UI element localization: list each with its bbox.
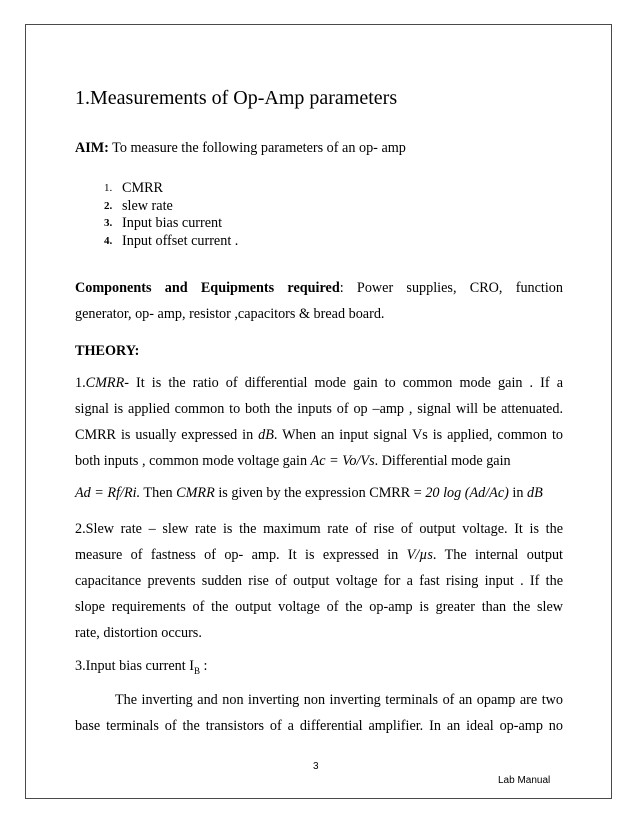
slew-rate-paragraph: 2.Slew rate – slew rate is the maximum rate of rise of output voltage. It is the measure of fastness of op- amp. It is expressed in V/µs. The internal output capacitance prevents sudden rise of output voltage for a fast rising input . If the slope requirements of the output voltage of the op-amp is greater than the slew rate, distortion occurs. [75, 521, 563, 641]
footer-label: Lab Manual [498, 775, 551, 786]
aim-text: To measure the following parameters of an op- amp [108, 140, 406, 156]
list-item: 3. Input bias current [104, 215, 223, 231]
components-label: Components and Equipments required [75, 280, 340, 296]
aim-paragraph [75, 139, 563, 157]
aim-label: AIM: [75, 140, 109, 156]
list-item: 2. slew rate [104, 197, 173, 214]
input-bias-heading: 3.Input bias current $I_B$ : [75, 658, 208, 676]
list-item: 4. Input offset current . [104, 232, 239, 249]
page-title: 1.Measurements of Op-Amp parameters [75, 87, 398, 109]
parameter-list [104, 180, 592, 250]
page-number: 3 [313, 761, 319, 772]
list-item: 1. CMRR [104, 180, 164, 196]
input-bias-paragraph: The inverting and non inverting non inverting terminals of an opamp are two base terminals of the transistors of a differential amplifier. In an ideal op-amp no [75, 692, 563, 734]
cmrr-paragraph: 1.CMRR- It is the ratio of differential mode gain to common mode gain . If a signal is applied common to both the inputs of op –amp , signal will be attenuated. CMRR is usually expressed in dB. When an input signal Vs is applied, common to both inputs , common mode voltage gain Ac = Vo/Vs. Differential mode gain [75, 375, 563, 469]
components-paragraph: Components and Equipments required: Power supplies, CRO, function generator, op- amp, resistor ,capacitors & bread board. [75, 280, 563, 322]
ad-expression-line: Ad = Rf/Ri. Then CMRR is given by the expression CMRR = 20 log (Ad/Ac) in dB [75, 485, 543, 501]
theory-heading: THEORY: [75, 343, 140, 359]
